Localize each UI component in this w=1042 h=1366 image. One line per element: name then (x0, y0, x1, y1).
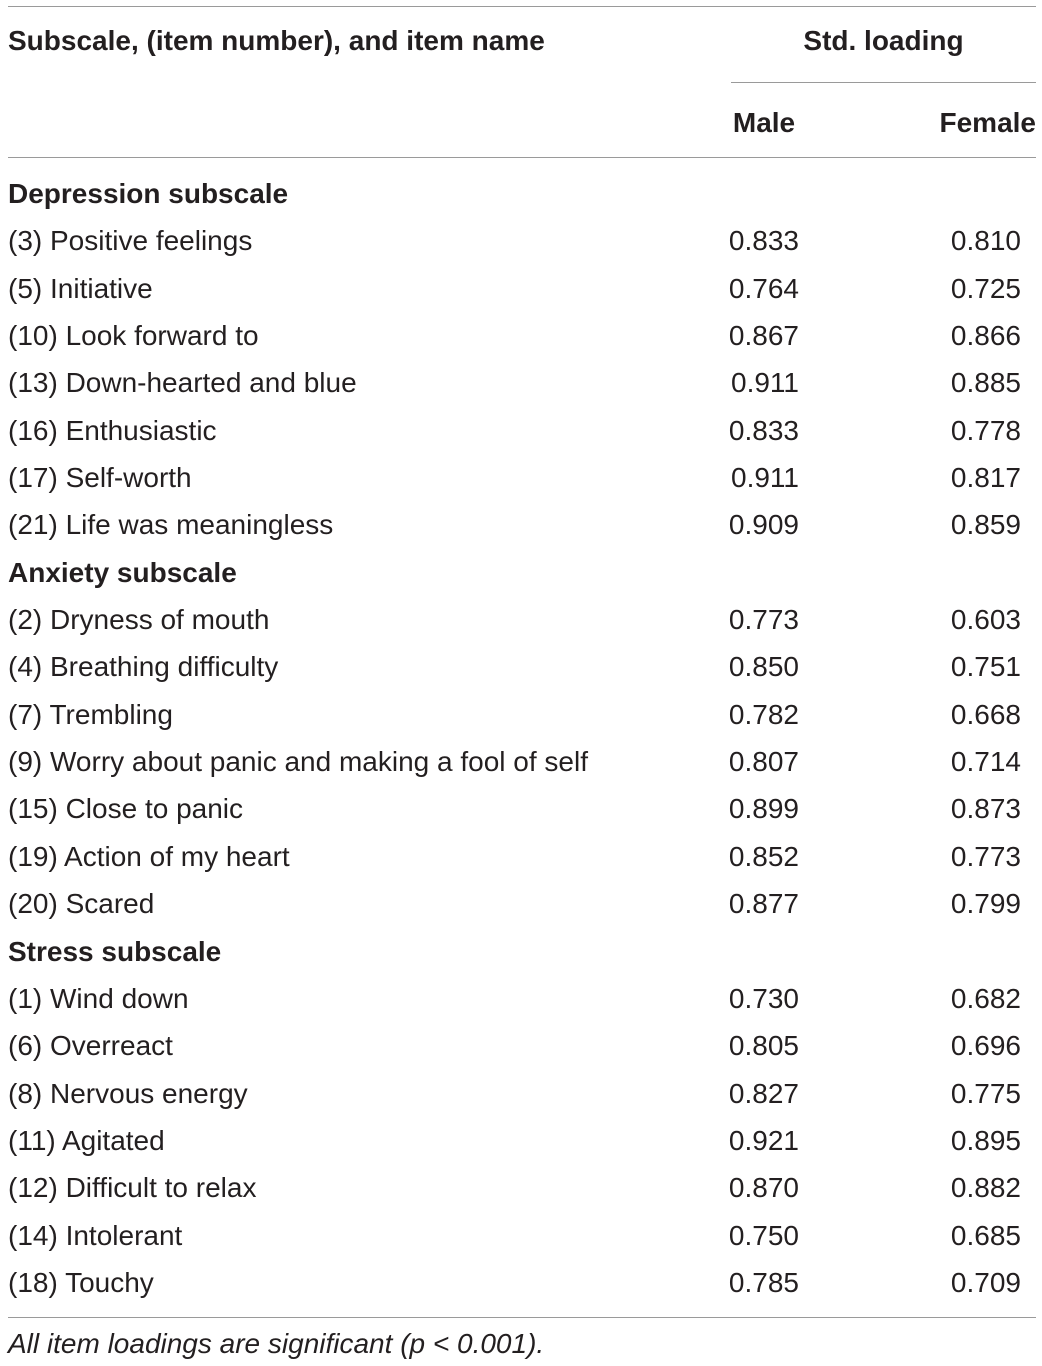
male-loading: 0.909 (728, 509, 799, 541)
table-row (8, 265, 1036, 312)
table-row (8, 975, 1036, 1022)
item-name: (13) Down-hearted and blue (8, 367, 357, 399)
table-top-rule (8, 6, 1036, 7)
section-title: Depression subscale (8, 178, 289, 209)
female-loading: 0.696 (950, 1030, 1021, 1062)
table-row (8, 407, 1036, 454)
male-loading: 0.877 (728, 888, 799, 920)
male-column-header: Male (732, 107, 796, 138)
female-loading: 0.751 (950, 651, 1021, 683)
female-loading: 0.859 (950, 509, 1021, 541)
table-bottom-rule (8, 1317, 1036, 1318)
female-loading: 0.714 (950, 746, 1021, 778)
female-loading: 0.882 (950, 1172, 1021, 1204)
table-row (8, 880, 1036, 927)
female-loading: 0.725 (950, 272, 1021, 304)
male-loading: 0.870 (728, 1172, 799, 1204)
section-title: Stress subscale (8, 935, 222, 967)
table-row (8, 359, 1036, 406)
item-name: (9) Worry about panic and making a fool of self (8, 746, 589, 778)
table-row (8, 1070, 1036, 1117)
table-footnote: All item loadings are significant (p < 0.001). (8, 1328, 545, 1359)
std-loading-rule (731, 82, 1036, 83)
item-name: (20) Scared (8, 888, 155, 920)
female-loading: 0.873 (950, 793, 1021, 825)
female-loading: 0.773 (950, 840, 1021, 872)
table-row (8, 1022, 1036, 1069)
female-loading: 0.709 (950, 1266, 1021, 1298)
item-name: (15) Close to panic (8, 793, 244, 825)
item-name: (1) Wind down (8, 982, 189, 1014)
female-loading: 0.778 (950, 414, 1021, 446)
table-row (8, 643, 1036, 690)
table-row (8, 1117, 1036, 1164)
table-row (8, 1164, 1036, 1211)
item-name: (18) Touchy (8, 1266, 154, 1298)
male-loading: 0.750 (728, 1219, 799, 1251)
table-row (8, 312, 1036, 359)
male-loading: 0.867 (728, 320, 799, 352)
female-loading: 0.685 (950, 1219, 1021, 1251)
table-row (8, 501, 1036, 548)
male-loading: 0.764 (728, 272, 799, 304)
header-bottom-rule (8, 157, 1036, 158)
item-name: (5) Initiative (8, 272, 153, 304)
item-name: (7) Trembling (8, 698, 173, 730)
table-row (8, 454, 1036, 501)
female-loading: 0.682 (950, 982, 1021, 1014)
item-name: (19) Action of my heart (8, 840, 290, 872)
male-loading: 0.773 (728, 604, 799, 636)
item-name: (4) Breathing difficulty (8, 651, 279, 683)
section-header-row (8, 928, 1036, 975)
table-row (8, 1212, 1036, 1259)
female-loading: 0.866 (950, 320, 1021, 352)
table-row (8, 691, 1036, 738)
item-name: (11) Agitated (8, 1124, 165, 1156)
item-name: (17) Self-worth (8, 462, 192, 494)
section-header-row (8, 549, 1036, 596)
male-loading: 0.730 (728, 982, 799, 1014)
table-row (8, 1259, 1036, 1306)
male-loading: 0.911 (731, 367, 799, 399)
male-loading: 0.833 (728, 414, 799, 446)
male-loading: 0.852 (728, 840, 799, 872)
female-loading: 0.895 (950, 1124, 1021, 1156)
male-loading: 0.785 (728, 1266, 799, 1298)
item-name: (21) Life was meaningless (8, 509, 334, 541)
item-name: (3) Positive feelings (8, 225, 253, 257)
section-header-row (8, 170, 1036, 217)
item-name: (14) Intolerant (8, 1219, 183, 1251)
female-loading: 0.603 (950, 604, 1021, 636)
female-loading: 0.810 (950, 225, 1021, 257)
male-loading: 0.827 (728, 1077, 799, 1109)
item-name: (6) Overreact (8, 1030, 173, 1062)
male-loading: 0.899 (728, 793, 799, 825)
item-name: (16) Enthusiastic (8, 414, 217, 446)
std-loading-header: Std. loading (803, 25, 964, 56)
male-loading: 0.805 (728, 1030, 799, 1062)
female-loading: 0.775 (950, 1077, 1021, 1109)
male-loading: 0.921 (728, 1124, 799, 1156)
male-loading: 0.911 (731, 462, 799, 494)
item-name: (8) Nervous energy (8, 1077, 248, 1109)
table-row (8, 738, 1036, 785)
table-row (8, 785, 1036, 832)
male-loading: 0.782 (728, 698, 799, 730)
item-name: (2) Dryness of mouth (8, 604, 270, 636)
item-name: (12) Difficult to relax (8, 1172, 257, 1204)
table-row (8, 217, 1036, 264)
table-body (8, 170, 1036, 1306)
male-loading: 0.850 (728, 651, 799, 683)
item-column-header: Subscale, (item number), and item name (8, 25, 545, 56)
female-loading: 0.799 (950, 888, 1021, 920)
female-loading: 0.817 (950, 462, 1021, 494)
table-row (8, 596, 1036, 643)
female-loading: 0.885 (950, 367, 1021, 399)
item-name: (10) Look forward to (8, 320, 259, 352)
section-title: Anxiety subscale (8, 556, 237, 588)
male-loading: 0.833 (728, 225, 799, 257)
table-row (8, 833, 1036, 880)
female-column-header: Female (939, 107, 1036, 138)
male-loading: 0.807 (728, 746, 799, 778)
female-loading: 0.668 (950, 698, 1021, 730)
